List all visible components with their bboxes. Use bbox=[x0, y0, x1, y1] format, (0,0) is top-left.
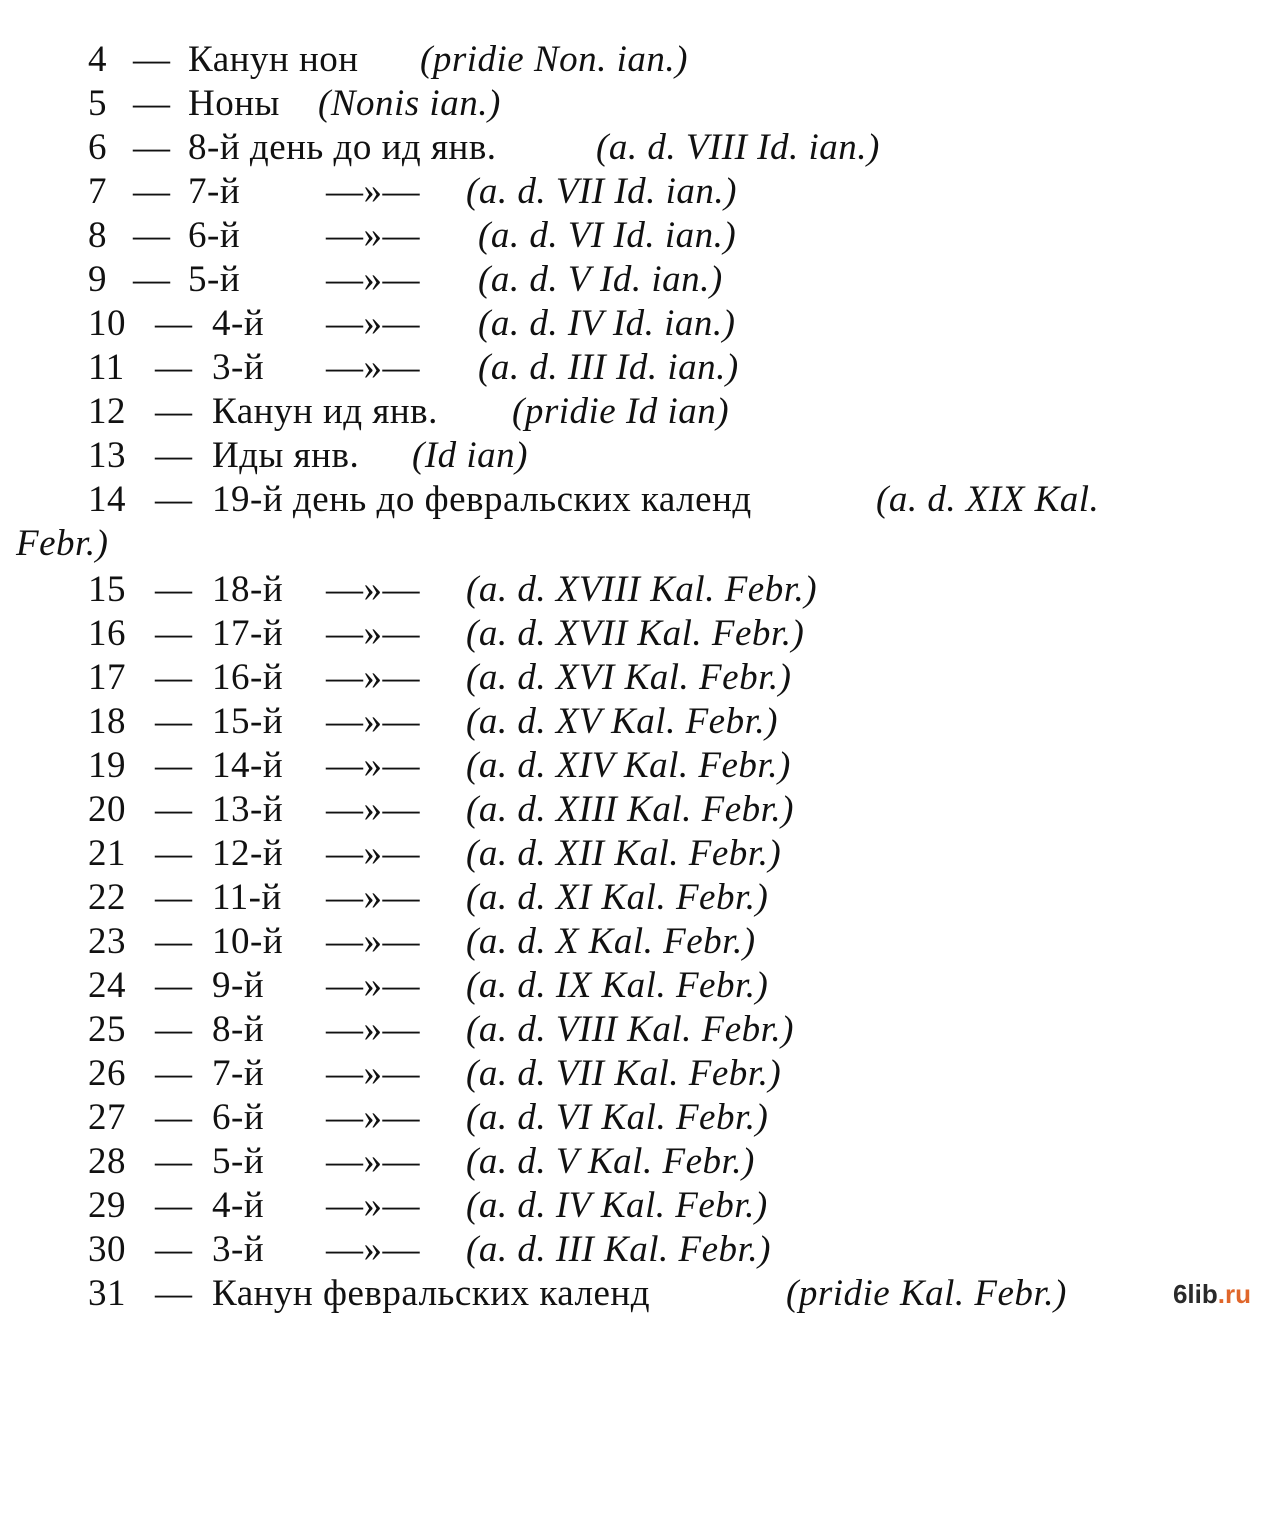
row-ditto-mark: —»— bbox=[326, 347, 420, 388]
calendar-row-24 bbox=[0, 964, 769, 1008]
row-description: 8-й день до ид янв. bbox=[188, 127, 497, 168]
row-day-number: 5 bbox=[88, 83, 107, 124]
row-ditto-mark: —»— bbox=[326, 701, 420, 742]
row-day-ordinal: 3-й bbox=[212, 347, 265, 388]
row-latin: (a. d. VI Id. ian.) bbox=[478, 215, 737, 256]
calendar-row-20 bbox=[0, 788, 794, 832]
row-latin: (pridie Id ian) bbox=[512, 391, 730, 432]
row-day-ordinal: 18-й bbox=[212, 569, 284, 610]
row-latin: (Nonis ian.) bbox=[318, 83, 501, 124]
row-day-number: 22 bbox=[88, 877, 126, 918]
calendar-row-16 bbox=[0, 612, 805, 656]
calendar-row-10 bbox=[0, 302, 736, 346]
row-latin: (a. d. VII Id. ian.) bbox=[466, 171, 737, 212]
row-dash: — bbox=[155, 435, 193, 476]
row-day-number: 12 bbox=[88, 391, 126, 432]
row-day-number: 4 bbox=[88, 39, 107, 80]
row-ditto-mark: —»— bbox=[326, 171, 420, 212]
row-day-ordinal: 3-й bbox=[212, 1229, 265, 1270]
row-dash: — bbox=[155, 303, 193, 344]
row-latin: (a. d. III Id. ian.) bbox=[478, 347, 739, 388]
watermark-domain: .ru bbox=[1217, 1279, 1251, 1309]
row-day-number: 26 bbox=[88, 1053, 126, 1094]
row-latin: (a. d. IX Kal. Febr.) bbox=[466, 965, 769, 1006]
row-dash: — bbox=[155, 877, 193, 918]
row-latin: (a. d. VI Kal. Febr.) bbox=[466, 1097, 769, 1138]
row-latin: (a. d. IV Kal. Febr.) bbox=[466, 1185, 768, 1226]
row-latin: (a. d. VIII Kal. Febr.) bbox=[466, 1009, 794, 1050]
row-latin: (a. d. VIII Id. ian.) bbox=[596, 127, 880, 168]
row-dash: — bbox=[155, 921, 193, 962]
row-description: Канун ид янв. bbox=[212, 391, 438, 432]
row-day-ordinal: 14-й bbox=[212, 745, 284, 786]
calendar-row-26 bbox=[0, 1052, 782, 1096]
row-day-ordinal: 17-й bbox=[212, 613, 284, 654]
calendar-row-29 bbox=[0, 1184, 768, 1228]
row-dash: — bbox=[155, 833, 193, 874]
calendar-row-21 bbox=[0, 832, 782, 876]
row-dash: — bbox=[155, 479, 193, 520]
row-day-number: 11 bbox=[88, 347, 125, 388]
calendar-row-17 bbox=[0, 656, 792, 700]
row-ditto-mark: —»— bbox=[326, 569, 420, 610]
row-day-number: 17 bbox=[88, 657, 126, 698]
row-ditto-mark: —»— bbox=[326, 1053, 420, 1094]
row-latin: (a. d. V Id. ian.) bbox=[478, 259, 723, 300]
row-day-number: 7 bbox=[88, 171, 107, 212]
row-dash: — bbox=[155, 613, 193, 654]
calendar-row-14 bbox=[0, 478, 1100, 522]
row-day-ordinal: 9-й bbox=[212, 965, 265, 1006]
row-day-ordinal: 11-й bbox=[212, 877, 282, 918]
calendar-row-13 bbox=[0, 434, 528, 478]
row-dash: — bbox=[133, 39, 171, 80]
row-day-ordinal: 5-й bbox=[212, 1141, 265, 1182]
row-day-number: 25 bbox=[88, 1009, 126, 1050]
row-day-number: 6 bbox=[88, 127, 107, 168]
row-ditto-mark: —»— bbox=[326, 259, 420, 300]
row-dash: — bbox=[155, 1009, 193, 1050]
row-description: Канун нон bbox=[188, 39, 359, 80]
row-dash: — bbox=[155, 965, 193, 1006]
row-day-number: 19 bbox=[88, 745, 126, 786]
row-dash: — bbox=[155, 789, 193, 830]
row-day-ordinal: 12-й bbox=[212, 833, 284, 874]
row-latin: (a. d. III Kal. Febr.) bbox=[466, 1229, 771, 1270]
site-watermark bbox=[1173, 1279, 1251, 1310]
row-latin: (a. d. XVI Kal. Febr.) bbox=[466, 657, 792, 698]
row-latin: (a. d. VII Kal. Febr.) bbox=[466, 1053, 782, 1094]
row-ditto-mark: —»— bbox=[326, 215, 420, 256]
row-day-ordinal: 6-й bbox=[212, 1097, 265, 1138]
row-dash: — bbox=[155, 1185, 193, 1226]
row-latin: (a. d. IV Id. ian.) bbox=[478, 303, 736, 344]
row-ditto-mark: —»— bbox=[326, 1229, 420, 1270]
row-day-number: 29 bbox=[88, 1185, 126, 1226]
row-day-number: 24 bbox=[88, 965, 126, 1006]
row-day-number: 27 bbox=[88, 1097, 126, 1138]
row-dash: — bbox=[155, 657, 193, 698]
row-latin: (a. d. X Kal. Febr.) bbox=[466, 921, 756, 962]
row-ditto-mark: —»— bbox=[326, 1141, 420, 1182]
row-day-number: 23 bbox=[88, 921, 126, 962]
calendar-row-30 bbox=[0, 1228, 771, 1272]
row-ditto-mark: —»— bbox=[326, 877, 420, 918]
row-day-ordinal: 15-й bbox=[212, 701, 284, 742]
row-latin: (a. d. XVII Kal. Febr.) bbox=[466, 613, 805, 654]
row-dash: — bbox=[155, 347, 193, 388]
calendar-row-28 bbox=[0, 1140, 755, 1184]
row-dash: — bbox=[155, 1273, 193, 1314]
row-ditto-mark: —»— bbox=[326, 789, 420, 830]
row-dash: — bbox=[133, 83, 171, 124]
calendar-row-19 bbox=[0, 744, 791, 788]
calendar-row-11 bbox=[0, 346, 739, 390]
row-dash: — bbox=[133, 171, 171, 212]
row-day-number: 31 bbox=[88, 1273, 126, 1314]
row-latin: (a. d. V Kal. Febr.) bbox=[466, 1141, 755, 1182]
row-ditto-mark: —»— bbox=[326, 921, 420, 962]
calendar-row-8 bbox=[0, 214, 737, 258]
calendar-row-25 bbox=[0, 1008, 794, 1052]
row-day-number: 28 bbox=[88, 1141, 126, 1182]
calendar-row-27 bbox=[0, 1096, 769, 1140]
row-day-ordinal: 6-й bbox=[188, 215, 241, 256]
row-day-number: 13 bbox=[88, 435, 126, 476]
row-day-ordinal: 7-й bbox=[188, 171, 241, 212]
row-dash: — bbox=[133, 127, 171, 168]
row-dash: — bbox=[155, 745, 193, 786]
row-day-ordinal: 8-й bbox=[212, 1009, 265, 1050]
row-latin: (pridie Non. ian.) bbox=[420, 39, 688, 80]
row-dash: — bbox=[155, 391, 193, 432]
calendar-row-4 bbox=[0, 38, 688, 82]
row-description: 19-й день до февральских календ bbox=[212, 479, 752, 520]
row-day-number: 15 bbox=[88, 569, 126, 610]
row-description: Канун февральских календ bbox=[212, 1273, 651, 1314]
row-day-number: 14 bbox=[88, 479, 126, 520]
row-latin: (a. d. XIX Kal. bbox=[876, 479, 1100, 520]
calendar-row-14-continuation bbox=[0, 522, 109, 566]
row-ditto-mark: —»— bbox=[326, 1009, 420, 1050]
row-latin: (pridie Kal. Febr.) bbox=[786, 1273, 1067, 1314]
row-ditto-mark: —»— bbox=[326, 1097, 420, 1138]
row-day-ordinal: 4-й bbox=[212, 303, 265, 344]
row-dash: — bbox=[133, 259, 171, 300]
row-dash: — bbox=[155, 1053, 193, 1094]
row-latin: (a. d. XI Kal. Febr.) bbox=[466, 877, 769, 918]
row-day-ordinal: 16-й bbox=[212, 657, 284, 698]
calendar-row-23 bbox=[0, 920, 756, 964]
row-dash: — bbox=[155, 701, 193, 742]
calendar-row-22 bbox=[0, 876, 769, 920]
row-latin: (a. d. XV Kal. Febr.) bbox=[466, 701, 778, 742]
row-day-ordinal: 13-й bbox=[212, 789, 284, 830]
row-dash: — bbox=[155, 1097, 193, 1138]
row-latin: (a. d. XVIII Kal. Febr.) bbox=[466, 569, 818, 610]
row-latin-continuation: Febr.) bbox=[16, 523, 109, 564]
calendar-row-12 bbox=[0, 390, 730, 434]
row-ditto-mark: —»— bbox=[326, 613, 420, 654]
row-day-ordinal: 10-й bbox=[212, 921, 284, 962]
row-ditto-mark: —»— bbox=[326, 833, 420, 874]
row-latin: (a. d. XIV Kal. Febr.) bbox=[466, 745, 791, 786]
row-day-ordinal: 5-й bbox=[188, 259, 241, 300]
row-latin: (Id ian) bbox=[412, 435, 528, 476]
row-day-number: 9 bbox=[88, 259, 107, 300]
row-dash: — bbox=[133, 215, 171, 256]
row-day-number: 20 bbox=[88, 789, 126, 830]
calendar-row-9 bbox=[0, 258, 723, 302]
row-day-number: 21 bbox=[88, 833, 126, 874]
row-day-number: 10 bbox=[88, 303, 126, 344]
row-day-number: 8 bbox=[88, 215, 107, 256]
calendar-row-5 bbox=[0, 82, 501, 126]
row-day-ordinal: 4-й bbox=[212, 1185, 265, 1226]
row-day-number: 30 bbox=[88, 1229, 126, 1270]
row-latin: (a. d. XIII Kal. Febr.) bbox=[466, 789, 794, 830]
calendar-row-18 bbox=[0, 700, 778, 744]
watermark-name: 6lib bbox=[1172, 1279, 1218, 1309]
row-ditto-mark: —»— bbox=[326, 965, 420, 1006]
row-ditto-mark: —»— bbox=[326, 303, 420, 344]
calendar-row-7 bbox=[0, 170, 737, 214]
row-ditto-mark: —»— bbox=[326, 1185, 420, 1226]
row-ditto-mark: —»— bbox=[326, 657, 420, 698]
row-latin: (a. d. XII Kal. Febr.) bbox=[466, 833, 782, 874]
calendar-row-31 bbox=[0, 1272, 1067, 1316]
row-dash: — bbox=[155, 1141, 193, 1182]
calendar-row-6 bbox=[0, 126, 880, 170]
calendar-row-15 bbox=[0, 568, 818, 612]
row-dash: — bbox=[155, 569, 193, 610]
row-description: Иды янв. bbox=[212, 435, 360, 476]
row-ditto-mark: —»— bbox=[326, 745, 420, 786]
row-description: Ноны bbox=[188, 83, 280, 124]
row-dash: — bbox=[155, 1229, 193, 1270]
row-day-number: 18 bbox=[88, 701, 126, 742]
row-day-ordinal: 7-й bbox=[212, 1053, 265, 1094]
row-day-number: 16 bbox=[88, 613, 126, 654]
